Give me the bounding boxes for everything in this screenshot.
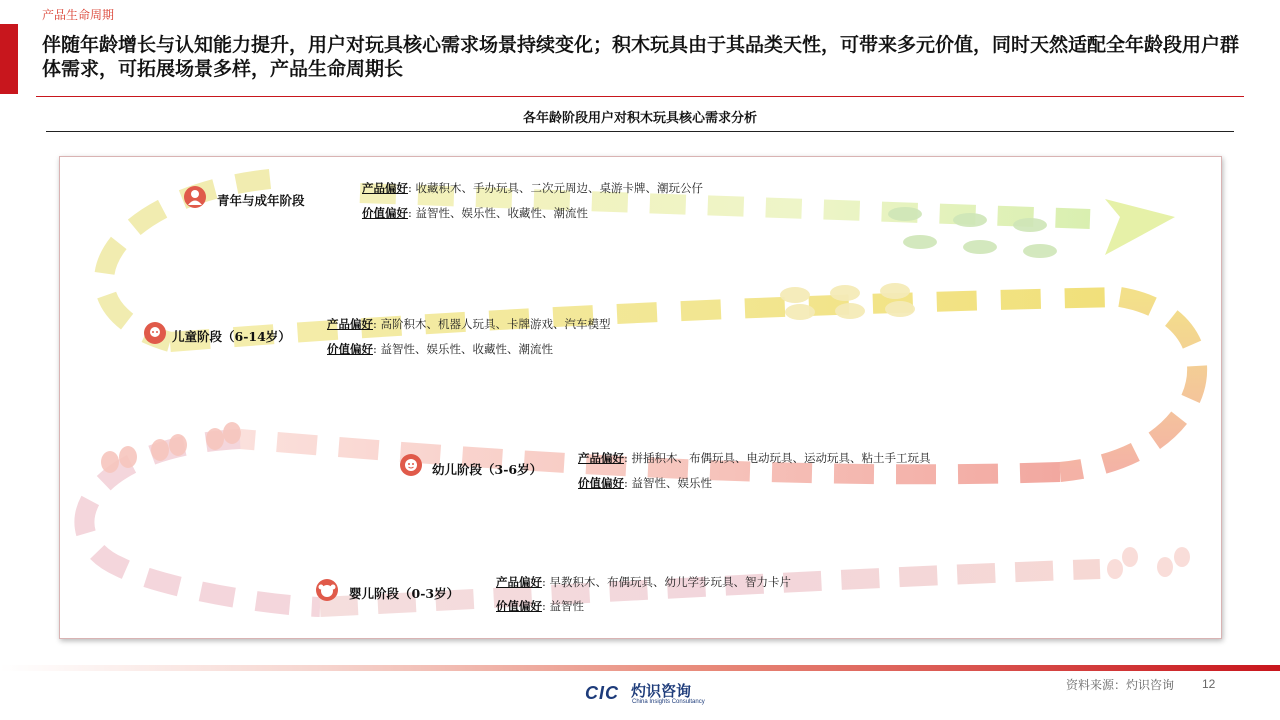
stage-name-child: 儿童阶段（6-14岁）	[172, 329, 291, 344]
lifecycle-path-graphic	[60, 157, 1222, 639]
page-headline: 伴随年龄增长与认知能力提升，用户对玩具核心需求场景持续变化；积木玩具由于其品类天性，可带来多元价值，同时天然适配全年龄段用户群体需求，可拓展场景多样，产品生命周期长	[42, 34, 1240, 80]
pref-separator: :	[542, 599, 546, 613]
pref-separator: :	[624, 451, 628, 465]
value-pref-label: 价值偏好	[362, 206, 408, 220]
page-number: 12	[1202, 677, 1216, 691]
value-pref-label: 价值偏好	[496, 599, 542, 613]
chart-title: 各年龄阶段用户对积木玩具核心需求分析	[522, 111, 757, 126]
product-pref-value: 拼插积木、布偶玩具、电动玩具、运动玩具、粘土手工玩具	[631, 451, 931, 465]
stage-name-infant: 婴儿阶段（0-3岁）	[349, 586, 460, 601]
pref-separator: :	[542, 575, 546, 589]
value-pref-value: 益智性	[549, 599, 585, 613]
stage-infant-value-pref	[496, 598, 584, 614]
logo-english-name: China Insights Consultancy	[632, 699, 705, 705]
stage-name-toddler: 幼儿阶段（3-6岁）	[432, 462, 543, 477]
title-divider	[46, 131, 1234, 132]
product-pref-value: 高阶积木、机器人玩具、卡牌游戏、汽车模型	[380, 317, 611, 331]
product-pref-label: 产品偏好	[327, 317, 373, 331]
stage-child-product-pref	[327, 316, 611, 332]
source-note: 资料来源：灼识咨询	[1066, 678, 1175, 692]
footer-gradient-bar	[0, 665, 1280, 671]
product-pref-value: 早教积木、布偶玩具、幼儿学步玩具、智力卡片	[549, 575, 792, 589]
value-pref-label: 价值偏好	[327, 342, 373, 356]
stage-child-value-pref	[327, 341, 553, 357]
product-pref-label: 产品偏好	[362, 181, 408, 195]
pref-separator: :	[373, 342, 377, 356]
pref-separator: :	[408, 206, 412, 220]
lifecycle-panel	[59, 156, 1222, 639]
section-tag: 产品生命周期	[42, 8, 115, 22]
stage-toddler-value-pref	[578, 475, 712, 491]
infant-icon	[316, 579, 338, 601]
stage-adult-value-pref	[362, 205, 588, 221]
stage-toddler-product-pref	[578, 450, 931, 466]
adult-icon	[184, 186, 206, 208]
toddler-icon	[400, 454, 422, 476]
logo-mark: CIC	[585, 683, 619, 703]
stage-name-adult: 青年与成年阶段	[217, 193, 305, 208]
pref-separator: :	[408, 181, 412, 195]
stage-adult-product-pref	[362, 180, 703, 196]
accent-bar	[0, 24, 18, 94]
product-pref-label: 产品偏好	[578, 451, 624, 465]
cic-logo	[585, 681, 705, 709]
value-pref-value: 益智性、娱乐性、收藏性、潮流性	[415, 206, 589, 220]
child-icon	[144, 322, 166, 344]
logo-name: 灼识咨询	[631, 682, 692, 700]
value-pref-value: 益智性、娱乐性、收藏性、潮流性	[380, 342, 554, 356]
pref-separator: :	[373, 317, 377, 331]
product-pref-value: 收藏积木、手办玩具、二次元周边、桌游卡牌、潮玩公仔	[415, 181, 704, 195]
header-divider	[36, 96, 1244, 97]
stage-infant-product-pref	[496, 574, 791, 590]
product-pref-label: 产品偏好	[496, 575, 542, 589]
value-pref-label: 价值偏好	[578, 476, 624, 490]
value-pref-value: 益智性、娱乐性	[631, 476, 713, 490]
pref-separator: :	[624, 476, 628, 490]
